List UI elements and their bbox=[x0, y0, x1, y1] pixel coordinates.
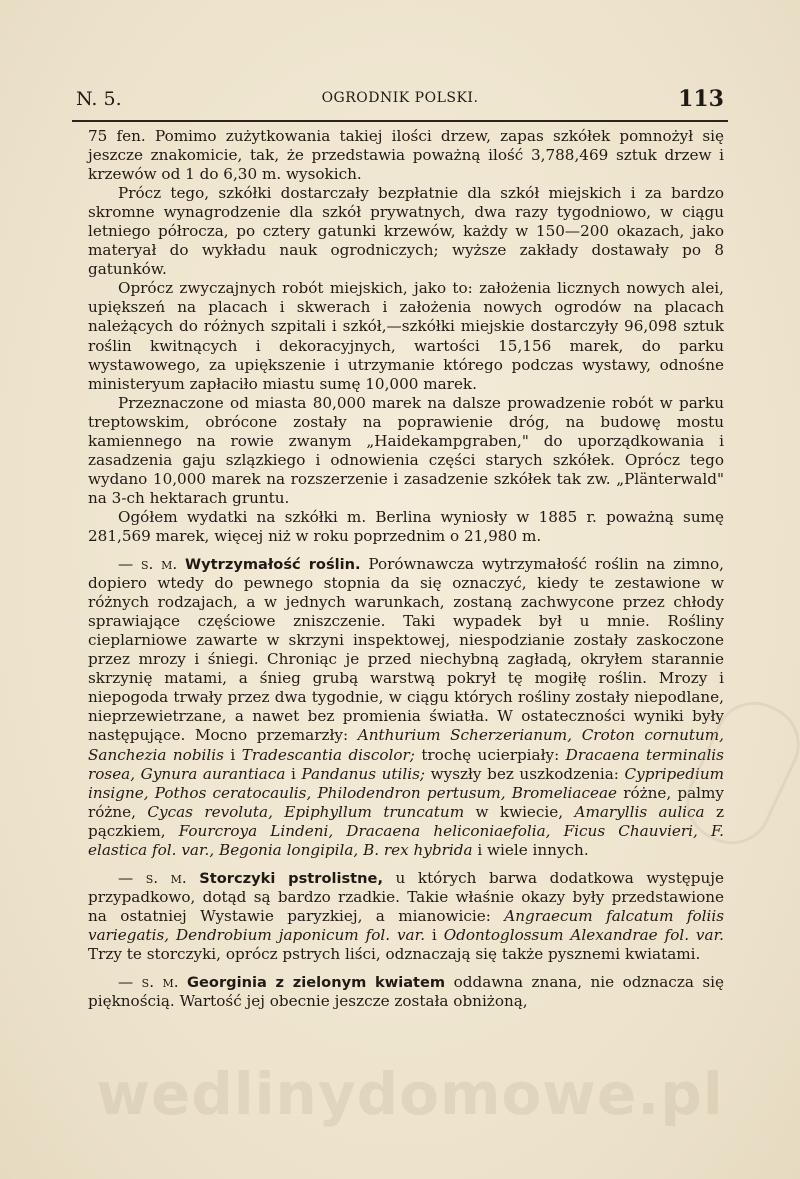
paragraph-3: Oprócz zwyczajnych robót miejskich, jako to: założenia licznych nowych alei, upiększeń na placach i skwerach i założenia nowych ogrodów na placach należących do różnych szpitali i szkół,—szkółki miejskie dostarczyły 96,098 sztuk roślin kwitnących i dekoracyjnych, wartości 15,156 marek, do parku wystawowego, za upiększenie i utrzymanie którego podczas wystawy, odnośne ministeryum zapłaciło miastu sumę 10,000 marek. bbox=[88, 279, 724, 393]
section-heading: Georginia z zielonym kwiatem bbox=[187, 974, 446, 992]
section-text: Trzy te storczyki, oprócz pstrych liści, odznaczają się także pysznemi kwiatami. bbox=[88, 944, 701, 963]
section-text: wyszły bez uszkodzenia: bbox=[425, 764, 625, 783]
species-names: Pandanus utilis; bbox=[301, 764, 425, 783]
species-names: Dracaena terminalis rosea, Gynura aurantiaca bbox=[88, 745, 724, 783]
paragraph-1: 75 fen. Pomimo zużytkowania takiej ilości drzew, zapas szkółek pomnożył się jeszcze znakomicie, tak, że przedstawia poważną ilość 3,788,469 sztuk drzew i krzewów od 1 do 6,30 m. wysokich. bbox=[88, 127, 724, 184]
section-dash: — bbox=[118, 868, 146, 887]
section-text: i wiele innych. bbox=[472, 840, 589, 859]
author-initials: s. m. bbox=[140, 555, 178, 574]
section-heading: Storczyki pstrolistne, bbox=[199, 869, 383, 887]
species-names: Anthurium Scherzerianum, Croton cornutum, Sanchezia nobilis bbox=[88, 726, 724, 764]
paragraph-5: Ogółem wydatki na szkółki m. Berlina wyniosły w 1885 r. poważną sumę 281,569 marek, więcej niż w roku poprzednim o 21,980 m. bbox=[88, 507, 724, 545]
issue-number: N. 5. bbox=[76, 88, 122, 110]
species-names: Cypripedium insigne, Pothos ceratocaulis, Philodendron pertusum, Bromeliaceae bbox=[88, 764, 725, 802]
species-names: Angraecum falcatum foliis variegatis, Dendrobium japonicum fol. var. bbox=[88, 906, 724, 944]
journal-title: OGRODNIK POLSKI. bbox=[321, 90, 479, 106]
section-heading: Wytrzymałość roślin. bbox=[185, 556, 361, 574]
section-text: trochę ucierpiały: bbox=[414, 745, 566, 764]
watermark: wedlinydomowe.pl bbox=[96, 1060, 724, 1128]
section-text: w kwiecie, bbox=[464, 802, 575, 821]
species-names: Fourcroya Lindeni, Dracaena heliconiaefolia, Ficus Chauvieri, F. elastica fol. var., Begonia longipila, B. rex hybrida bbox=[88, 821, 724, 859]
section-text: i bbox=[285, 764, 302, 783]
section-text: oddawna znana, nie odznacza się pięknością. Wartość jej obecnie jeszcze została obniżoną, bbox=[88, 973, 724, 1011]
section-dash: — bbox=[118, 973, 142, 992]
section-dash: — bbox=[118, 555, 141, 574]
section-text: i bbox=[223, 745, 242, 764]
page-header bbox=[72, 84, 728, 122]
section-variegated-orchids bbox=[88, 869, 724, 964]
section-text: różne, palmy różne, bbox=[88, 783, 724, 821]
section-text: z pączkiem, bbox=[88, 802, 724, 840]
author-initials: s. m. bbox=[141, 973, 179, 992]
author-initials: s. m. bbox=[145, 868, 187, 887]
section-green-dahlia bbox=[88, 973, 724, 1011]
page-number: 113 bbox=[678, 86, 724, 112]
section-plant-hardiness bbox=[88, 555, 724, 860]
species-names: Odontoglossum Alexandrae fol. var. bbox=[443, 925, 724, 944]
article-body bbox=[88, 127, 724, 1011]
section-text: Porównawcza wytrzymałość roślin na zimno, dopiero wtedy do pewnego stopnia da się oznaczyć, kiedy te zestawione w różnych rodzajach, a w jednych warunkach, zostaną zachwycone przez chłody sprawiające częściowe zniszczenie. Taki wypadek był u mnie. Rośliny cieplarniowe zawarte w skrzyni inspektowej, niespodzianie zostały zaskoczone przez mrozy i śniegi. Chroniąc je przed niechybną zagładą, okryłem starannie skrzynię matami, a śnieg grubą warstwą pokrył tę mogiłę roślin. Mrozy i niepogoda trwały przez dwa tygodnie, w ciągu których rośliny zostały niepodlane, nieprzewietrzane, a nawet bez promienia światła. W ostateczności wyniki były następujące. Mocno przemarzły: bbox=[88, 555, 724, 745]
paragraph-4: Przeznaczone od miasta 80,000 marek na dalsze prowadzenie robót w parku treptowskim, obrócone zostały na poprawienie dróg, na budowę mostu kamiennego na rowie zwanym „Haidekampgraben," do uporządkowania i zasadzenia gaju szlązkiego i odnowienia części starych szkółek. Oprócz tego wydano 10,000 marek na rozszerzenie i zasadzenie szkółek tak zw. „Plänterwald" na 3-ch hektarach gruntu. bbox=[88, 393, 724, 507]
species-names: Amaryllis aulica bbox=[574, 802, 705, 821]
section-text: i bbox=[425, 925, 444, 944]
species-names: Tradescantia discolor; bbox=[241, 745, 415, 764]
paragraph-2: Prócz tego, szkółki dostarczały bezpłatnie dla szkół miejskich i za bardzo skromne wynagrodzenie dla szkół prywatnych, dwa razy tygodniowo, w ciągu letniego półrocza, po cztery gatunki krzewów, każdy w 150—200 okazach, jako materyał do wykładu nauk ogrodniczych; wyższe zakłady dostawały po 8 gatunków. bbox=[88, 184, 724, 279]
species-names: Cycas revoluta, Epiphyllum truncatum bbox=[147, 802, 465, 821]
section-text: u których barwa dodatkowa występuje przypadkowo, dotąd są bardzo rzadkie. Takie właśnie okazy były przedstawione na ostatniej Wystawie paryzkiej, a mianowicie: bbox=[88, 868, 724, 925]
